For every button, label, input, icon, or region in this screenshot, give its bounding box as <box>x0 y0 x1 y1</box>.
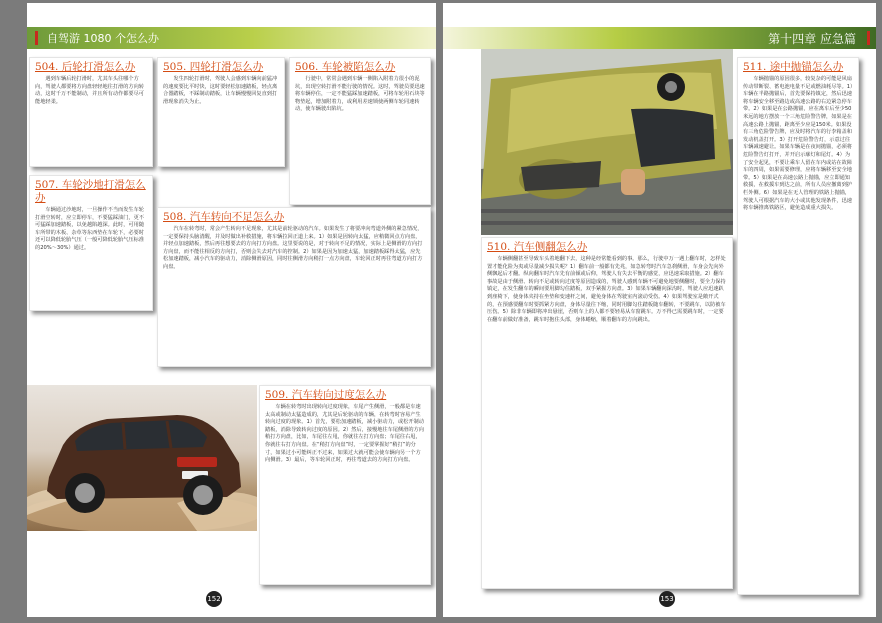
right-page <box>443 3 876 617</box>
suv-illustration <box>27 385 257 531</box>
left-header-band <box>27 27 436 49</box>
section-508 <box>157 207 431 367</box>
section-507 <box>29 175 153 311</box>
section-504 <box>29 57 153 167</box>
section-title: 505. 四轮打滑怎么办 <box>163 61 264 73</box>
section-509 <box>259 385 431 585</box>
right-header-band <box>443 27 876 49</box>
section-body: 发生四轮打滑时，驾驶人会感到车辆向前猛冲的速度要比平时快，这时要轻松加速踏板，轻点离合器踏板，不踩制动踏板，让车辆慢慢回复直到打滑现象消失为止。 <box>163 76 278 105</box>
section-body: 车辆在转弯时出现转向过度现象，车尾产生侧滑，一般都是车速太高或制动太猛造成的，尤其是后轮驱动的车辆，在转弯时容易产生转向过度的现象。1）首先，要松加速踏板，减小驱动力，或松开制动踏板，消除导致转向过度的原因。2）然后，接慢地往车尾侧滑的方向稍打方向盘，比如，车尾往左甩，你就往左打方向盘；车尾往右甩，你就往右打方向盘。在“稍打方向盘”时，一定要掌握好“稍打”的分寸，如果过小可能纠正不过来，如果过大就可能会使车辆向另一个方向侧滑。3）最后，等车轮回正时，再往弯道去的方向打方向盘。 <box>265 404 424 464</box>
header-marker <box>867 31 870 45</box>
rollover-illustration <box>481 49 733 235</box>
chapter-title: 第十四章 应急篇 <box>768 32 856 46</box>
header-marker <box>35 31 38 45</box>
section-title: 510. 汽车侧翻怎么办 <box>487 241 588 253</box>
page-number: 153 <box>659 591 675 607</box>
section-title: 504. 后轮打滑怎么办 <box>35 61 136 73</box>
section-505 <box>157 57 285 167</box>
section-body: 车辆通过沙地时，一旦操作不当而发生车轮打滑空转时，应立即停车，不要猛踩油门，更不可猛踩加速踏板，以免越陷越深。此时，可用随车所带的木板、杂草等东西垫在车轮下，必要时还可以降低轮胎气压（一般可降低轮胎气压标准的20%～30%）通过。 <box>35 207 144 251</box>
section-510 <box>481 237 733 589</box>
section-title: 508. 汽车转向不足怎么办 <box>163 211 285 223</box>
rollover-photo <box>481 49 733 235</box>
suv-photo <box>27 385 257 531</box>
section-title: 509. 汽车转向过度怎么办 <box>265 389 387 401</box>
section-511 <box>737 57 859 595</box>
left-page <box>27 3 436 617</box>
section-body: 遇到车辆后轮打滑时，尤其车头往哪个方向，驾驶人都要将方向盘轻轻地往打滑的方向转动，这时千万不能制动，并且所有动作都要尽可能地轻柔。 <box>35 76 144 105</box>
section-body: 车辆侧翻甚至导致车头着地翻下去，这种是经常能看到的事。那么，行驶中万一遇上翻车时，怎样处置才能化险为夷或尽量减少损失呢？1）翻车前一般都有先兆，如急转弯时汽车急刹侧滑，车身会先向外侧飘起后才翻。纵向翻车时汽车先有前倾或后仰，驾驶人有失去平衡的感觉，应迅速采取措施。2）翻车事故是由于侧滑、转向不足或转向过度等原因造成的，驾驶人感到车辆不可避免地要侧翻时，要全力保持镇定，在发生翻车的瞬间要用脚勾住踏板，双手紧握方向盘。3）如果车辆翻向深沟时，驾驶人应迅速趴到座椅下，使身体夹持在坐垫和变速杆之间，避免身体在驾驶室内滚动受伤。4）如果驾驶室是敞开式的，在预感要翻车时要抓紧方向盘，身体尽量往下缩，同时用脚勾住踏板随车翻转，不要跳车，以防被车压伤。5）除非车辆即将冲出悬崖，否则车上的人都不要轻易从车窗跳车。万不得已需要跳车时，一定要在翻车前做好准备，跳车时抱住头部，身体蜷缩，顺着翻车的方向跳出。 <box>487 256 726 323</box>
section-title: 507. 车轮沙地打滑怎么办 <box>35 179 146 204</box>
section-506 <box>289 57 431 205</box>
section-body: 车辆抛锚的原因很多，较复杂的可能是风扇传动带断裂、蓄电池电量不足或燃油耗尽等。1）车辆在半路抛锚后，首先要保持镇定，然后迅速将车辆安全移至路边或高速公路的右边紧急停车带。2）如果是在公路抛锚，应在离车后至少50米远的地方摆放一个三角危险警告牌，如果是在高速公路上抛锚，距离至少应是150米。如果没有三角危险警告牌，应及时将汽车的行李箱盖和发动机盖打开。3）打开危险警告灯，示意过往车辆减速避让。如果车辆是在夜间抛锚，必须将危险警告灯打开，并开启示廓灯和尾灯。4）为了安全起见，不要让乘车人留在车内或站在故障车的四周，如果需要修理，应将车辆移至安全地带。5）如果是在高速公路上抛锚，应立即通知救援，在救援车到达之前，所有人员应撤离到护栏外侧。6）如果是在无人管理的铁路上抛锚，驾驶人可根据汽车的大小或其他发现条件，迅速将车辆推离铁路区，避免造成重大损失。 <box>743 76 853 212</box>
section-body: 行驶中，常常会遇到车辆一侧陷入附着力很小的泥坑，出现空转打滑不能行驶的情况。这时，驾驶员要迅速将车辆停住，一定不能猛踩加速踏板，可将车轮用石块等物垫起，增加附着力，或利用差速锁使两侧车轮同速转动，使车辆驶出陷坑。 <box>295 76 425 113</box>
section-title: 511. 途中抛锚怎么办 <box>743 61 844 73</box>
section-title: 506. 车轮被陷怎么办 <box>295 61 396 73</box>
page-number: 152 <box>206 591 222 607</box>
book-title: 自驾游 1080 个怎么办 <box>47 32 159 45</box>
section-body: 汽车在转弯时，常会产生转向不足现象，尤其是前轮驱动的汽车。如果发生了将要冲向弯道外侧的紧急情况，一定要保持头脑清醒，并及时做出补救措施，将车辆拉回正道上来。1）如果是因转向太猛，应稍微回点方向盘，并轻点加速踏板，然后再往想要去的方向打方向盘。这里要说的是，对于转向不足的情况，实际上是侧滑的方向打方向盘，而不能往相反的方向打，否则会失去对汽车的控制。2）如果是因为加速太猛，加速踏板踩得太猛，应先松加速踏板，减小汽车的驱动力，消除侧滑原因，同时往侧滑方向稍打一点方向盘，车轮回正时再往弯道方向打方向盘。 <box>163 226 423 270</box>
